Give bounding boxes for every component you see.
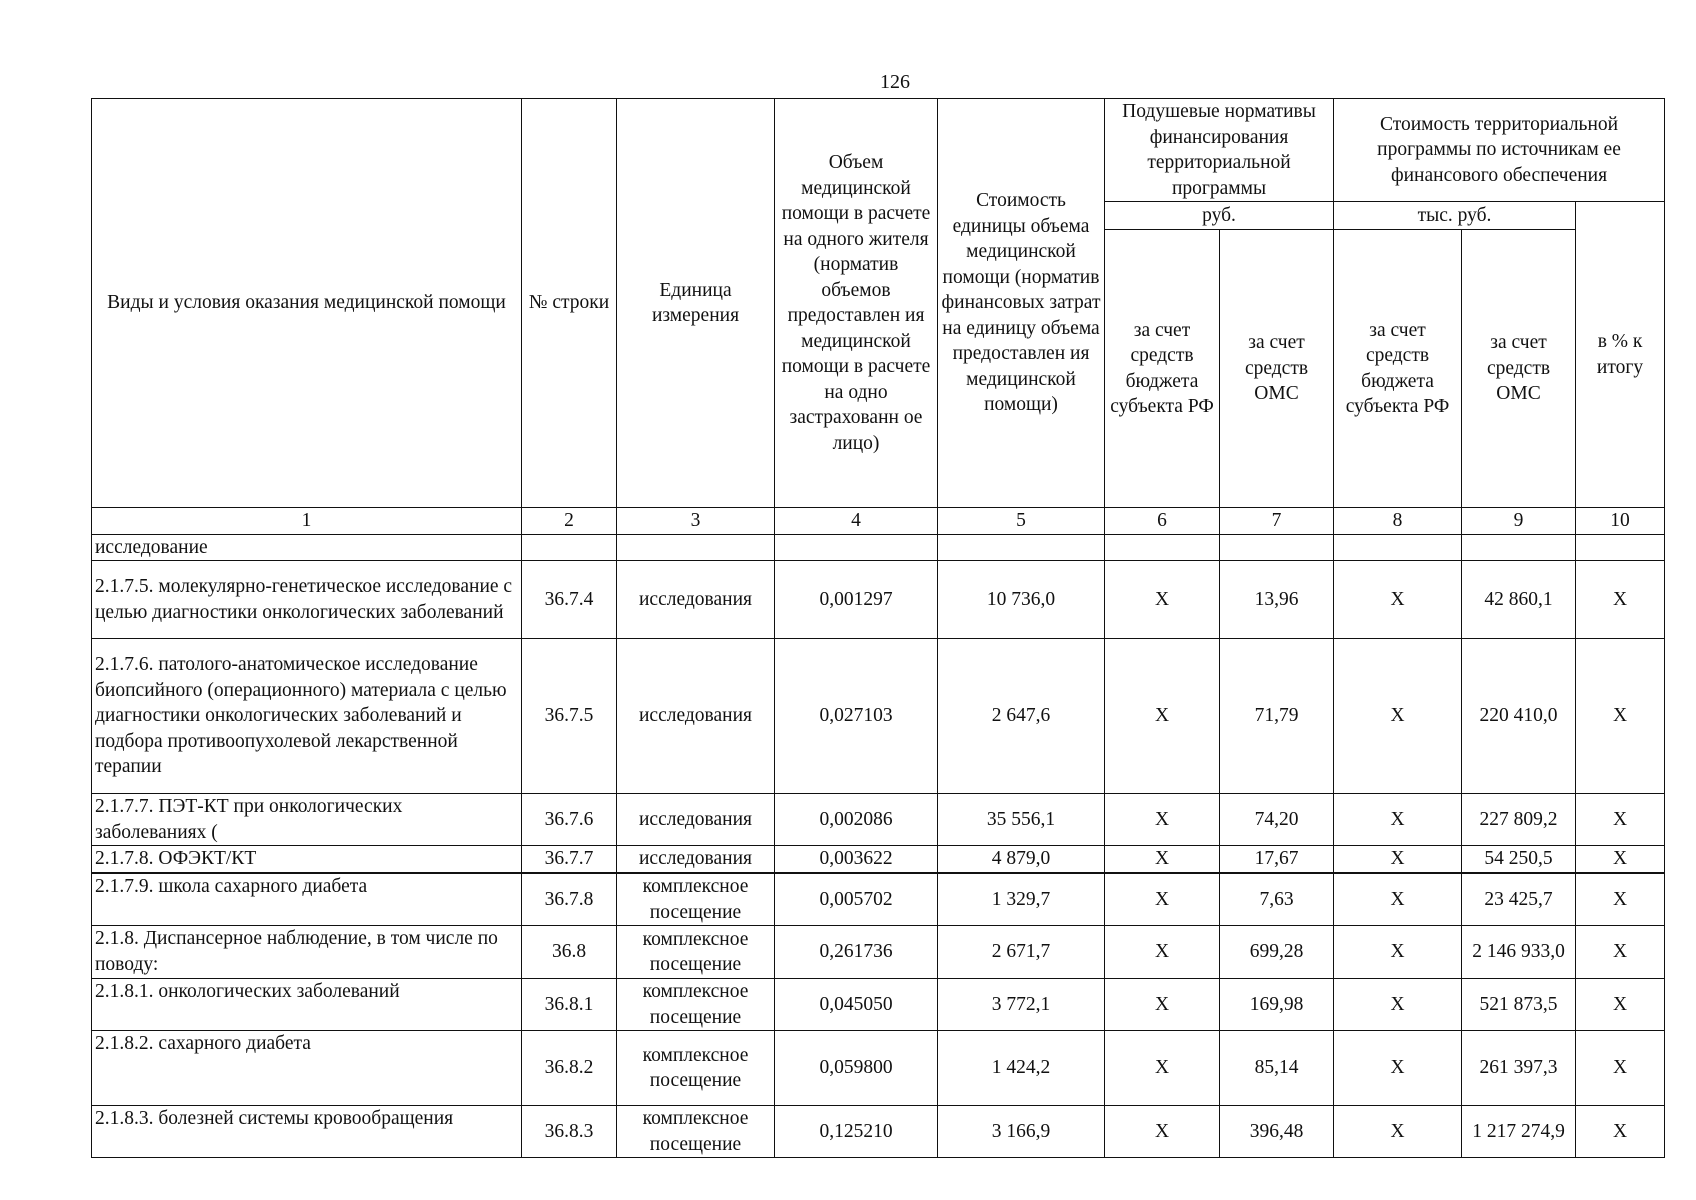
row-name: 2.1.7.7. ПЭТ-КТ при онкологических заболеваниях ( (92, 794, 522, 846)
row-name: 2.1.8. Диспансерное наблюдение, в том числе по поводу: (92, 926, 522, 979)
row-unit-cost (938, 534, 1105, 561)
row-line-number (522, 534, 617, 561)
header-pc-oms: за счет средств ОМС (1220, 230, 1334, 508)
row-tp-budget: Х (1334, 794, 1462, 846)
row-percent: Х (1576, 794, 1665, 846)
header-tp-oms: за счет средств ОМС (1462, 230, 1576, 508)
table-row (92, 794, 1665, 846)
table-row (92, 561, 1665, 639)
row-unit: исследования (617, 639, 775, 794)
row-tp-budget: Х (1334, 926, 1462, 979)
row-unit-cost: 2 671,7 (938, 926, 1105, 979)
row-pc-budget: Х (1105, 926, 1220, 979)
row-line-number: 36.8.1 (522, 979, 617, 1031)
row-unit-cost: 3 772,1 (938, 979, 1105, 1031)
row-name: 2.1.7.6. патолого-анатомическое исследование биопсийного (операционного) материала с целью диагностики онкологических заболеваний и подбора противоопухолевой лекарственной терапии (92, 639, 522, 794)
row-tp-oms: 23 425,7 (1462, 873, 1576, 926)
header-kinds-of-care: Виды и условия оказания медицинской помощи (92, 99, 522, 508)
column-number: 6 (1105, 508, 1220, 535)
column-number: 3 (617, 508, 775, 535)
header-unit-rub: руб. (1105, 202, 1334, 230)
row-line-number: 36.7.4 (522, 561, 617, 639)
financing-table (91, 98, 1665, 1158)
row-line-number: 36.7.7 (522, 846, 617, 874)
column-number: 1 (92, 508, 522, 535)
row-volume: 0,059800 (775, 1031, 938, 1106)
row-tp-oms: 2 146 933,0 (1462, 926, 1576, 979)
table-row (92, 1031, 1665, 1106)
row-pc-budget: Х (1105, 561, 1220, 639)
table-row (92, 1106, 1665, 1158)
row-unit (617, 534, 775, 561)
column-number: 8 (1334, 508, 1462, 535)
row-pc-budget: Х (1105, 846, 1220, 874)
row-unit: комплексное посещение (617, 926, 775, 979)
row-pc-oms: 699,28 (1220, 926, 1334, 979)
row-tp-oms: 54 250,5 (1462, 846, 1576, 874)
row-volume: 0,003622 (775, 846, 938, 874)
row-tp-budget: Х (1334, 846, 1462, 874)
row-volume: 0,125210 (775, 1106, 938, 1158)
row-percent (1576, 534, 1665, 561)
row-pc-oms: 71,79 (1220, 639, 1334, 794)
table-row (92, 979, 1665, 1031)
row-tp-oms: 220 410,0 (1462, 639, 1576, 794)
row-volume (775, 534, 938, 561)
row-name: 2.1.8.1. онкологических заболеваний (92, 979, 522, 1031)
row-pc-oms: 74,20 (1220, 794, 1334, 846)
row-volume: 0,005702 (775, 873, 938, 926)
row-tp-budget: Х (1334, 979, 1462, 1031)
row-name: 2.1.7.9. школа сахарного диабета (92, 873, 522, 926)
row-percent: Х (1576, 873, 1665, 926)
row-unit: комплексное посещение (617, 1106, 775, 1158)
table-row (92, 639, 1665, 794)
row-percent: Х (1576, 1106, 1665, 1158)
row-unit: комплексное посещение (617, 873, 775, 926)
column-number: 9 (1462, 508, 1576, 535)
header-pc-budget: за счет средств бюджета субъекта РФ (1105, 230, 1220, 508)
row-name: 2.1.8.2. сахарного диабета (92, 1031, 522, 1106)
row-unit-cost: 2 647,6 (938, 639, 1105, 794)
row-volume: 0,001297 (775, 561, 938, 639)
row-pc-oms: 13,96 (1220, 561, 1334, 639)
header-percent-total: в % к итогу (1576, 202, 1665, 508)
row-tp-oms (1462, 534, 1576, 561)
row-unit-cost: 10 736,0 (938, 561, 1105, 639)
row-tp-budget (1334, 534, 1462, 561)
row-volume: 0,261736 (775, 926, 938, 979)
row-percent: Х (1576, 1031, 1665, 1106)
header-volume: Объем медицинской помощи в расчете на одного жителя (норматив объемов предоставлен ия медицинской помощи в расчете на одно застрахованн ое лицо) (775, 99, 938, 508)
row-line-number: 36.8 (522, 926, 617, 979)
page-number: 126 (880, 71, 910, 93)
row-name: 2.1.7.8. ОФЭКТ/КТ (92, 846, 522, 874)
row-line-number: 36.7.8 (522, 873, 617, 926)
header-per-capita-group: Подушевые нормативы финансирования территориальной программы (1105, 99, 1334, 202)
row-pc-oms (1220, 534, 1334, 561)
row-tp-budget: Х (1334, 873, 1462, 926)
row-pc-oms: 85,14 (1220, 1031, 1334, 1106)
row-name: исследование (92, 534, 522, 561)
header-unit-cost: Стоимость единицы объема медицинской помощи (норматив финансовых затрат на единицу объема предоставлен ия медицинской помощи) (938, 99, 1105, 508)
row-pc-budget: Х (1105, 1106, 1220, 1158)
row-unit-cost: 4 879,0 (938, 846, 1105, 874)
column-number: 2 (522, 508, 617, 535)
row-pc-budget: Х (1105, 1031, 1220, 1106)
table-row (92, 846, 1665, 874)
column-number: 7 (1220, 508, 1334, 535)
header-program-cost-group: Стоимость территориальной программы по источникам ее финансового обеспечения (1334, 99, 1665, 202)
header-unit-thous-rub: тыс. руб. (1334, 202, 1576, 230)
row-percent: Х (1576, 926, 1665, 979)
header-tp-budget: за счет средств бюджета субъекта РФ (1334, 230, 1462, 508)
row-tp-budget: Х (1334, 639, 1462, 794)
table-row (92, 873, 1665, 926)
row-pc-budget: Х (1105, 794, 1220, 846)
row-unit-cost: 3 166,9 (938, 1106, 1105, 1158)
column-number: 4 (775, 508, 938, 535)
row-line-number: 36.8.3 (522, 1106, 617, 1158)
row-pc-budget: Х (1105, 979, 1220, 1031)
row-percent: Х (1576, 561, 1665, 639)
row-volume: 0,002086 (775, 794, 938, 846)
header-unit: Единица измерения (617, 99, 775, 508)
row-pc-oms: 396,48 (1220, 1106, 1334, 1158)
table-row (92, 926, 1665, 979)
row-unit: комплексное посещение (617, 1031, 775, 1106)
row-name: 2.1.8.3. болезней системы кровообращения (92, 1106, 522, 1158)
row-tp-budget: Х (1334, 1106, 1462, 1158)
column-number: 5 (938, 508, 1105, 535)
row-line-number: 36.7.6 (522, 794, 617, 846)
row-pc-oms: 17,67 (1220, 846, 1334, 874)
row-pc-budget (1105, 534, 1220, 561)
row-tp-oms: 227 809,2 (1462, 794, 1576, 846)
row-unit-cost: 1 329,7 (938, 873, 1105, 926)
row-unit: комплексное посещение (617, 979, 775, 1031)
row-tp-budget: Х (1334, 561, 1462, 639)
row-percent: Х (1576, 639, 1665, 794)
column-number-row (92, 508, 1665, 535)
row-unit: исследования (617, 561, 775, 639)
header-line-number: № строки (522, 99, 617, 508)
row-pc-oms: 169,98 (1220, 979, 1334, 1031)
row-unit: исследования (617, 846, 775, 874)
table-row (92, 534, 1665, 561)
header-row-1 (92, 99, 1665, 202)
row-tp-oms: 521 873,5 (1462, 979, 1576, 1031)
column-number: 10 (1576, 508, 1665, 535)
row-volume: 0,045050 (775, 979, 938, 1031)
row-unit-cost: 35 556,1 (938, 794, 1105, 846)
row-percent: Х (1576, 846, 1665, 874)
row-pc-oms: 7,63 (1220, 873, 1334, 926)
row-percent: Х (1576, 979, 1665, 1031)
row-tp-oms: 261 397,3 (1462, 1031, 1576, 1106)
row-pc-budget: Х (1105, 873, 1220, 926)
row-tp-budget: Х (1334, 1031, 1462, 1106)
row-line-number: 36.7.5 (522, 639, 617, 794)
row-unit: исследования (617, 794, 775, 846)
row-pc-budget: Х (1105, 639, 1220, 794)
row-line-number: 36.8.2 (522, 1031, 617, 1106)
row-volume: 0,027103 (775, 639, 938, 794)
row-name: 2.1.7.5. молекулярно-генетическое исследование с целью диагностики онкологических заболеваний (92, 561, 522, 639)
row-tp-oms: 1 217 274,9 (1462, 1106, 1576, 1158)
row-tp-oms: 42 860,1 (1462, 561, 1576, 639)
row-unit-cost: 1 424,2 (938, 1031, 1105, 1106)
